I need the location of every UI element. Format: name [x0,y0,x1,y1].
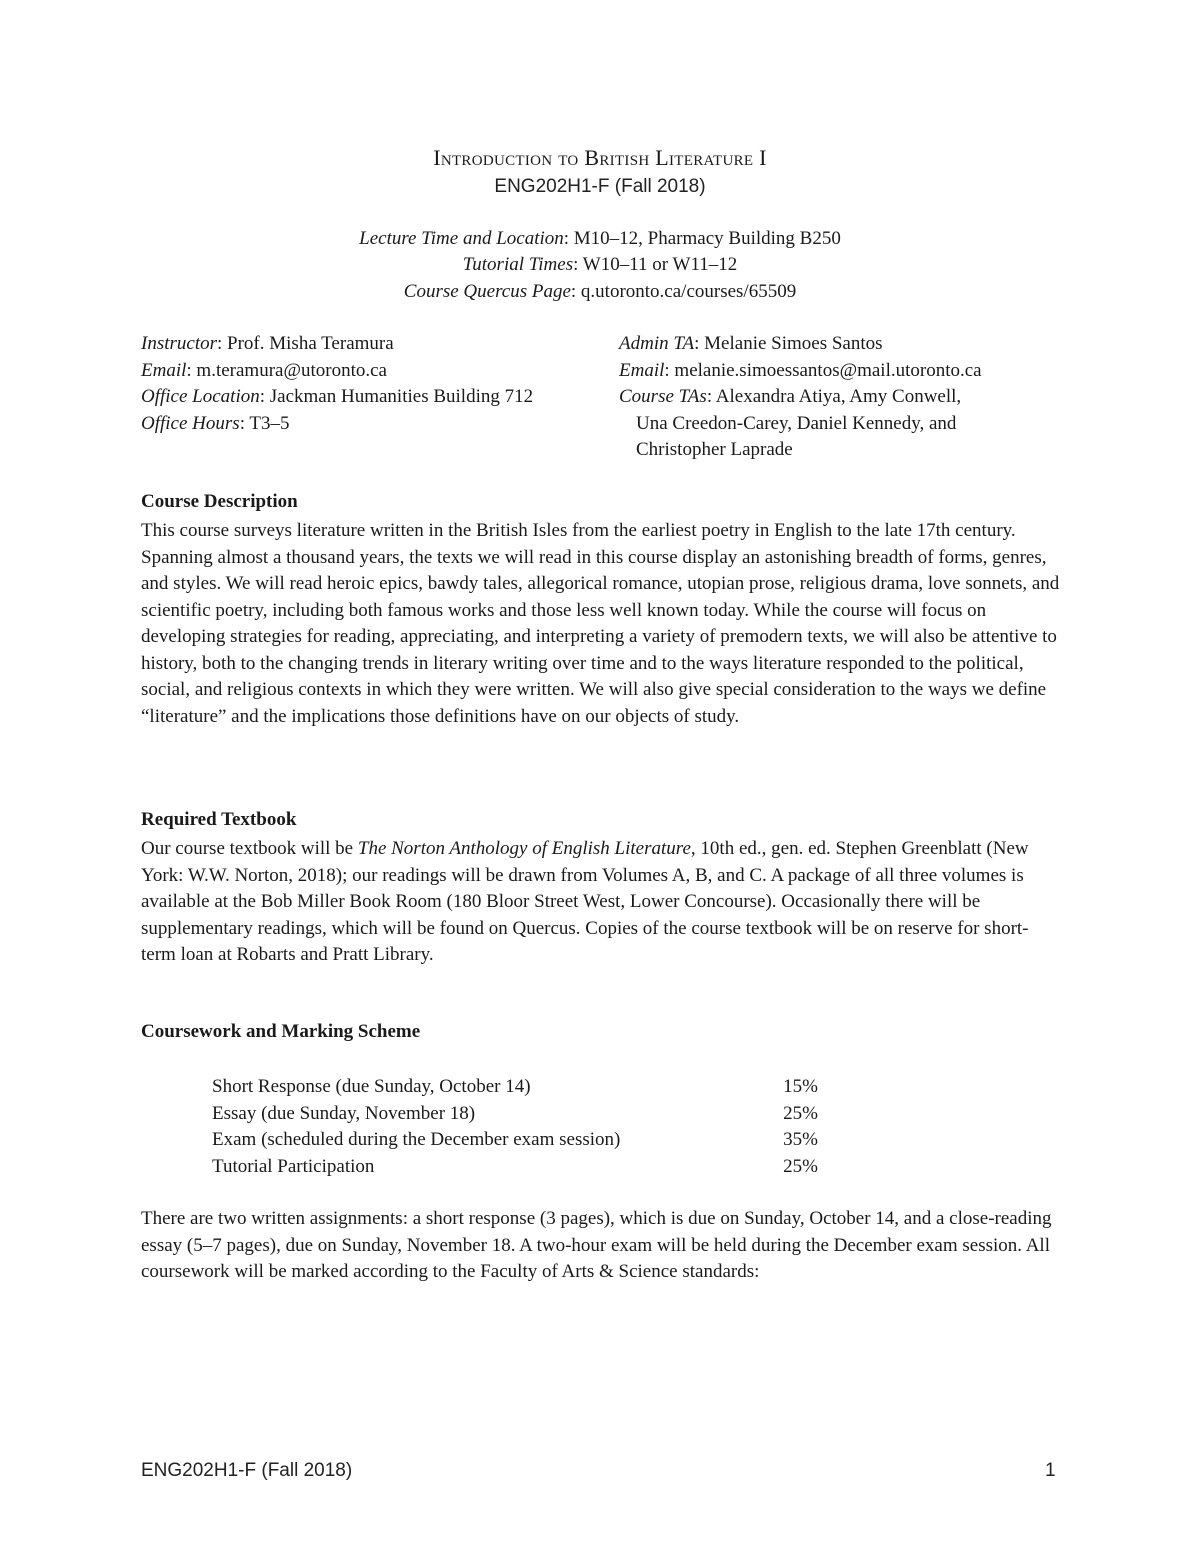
marking-scheme-table [212,1074,832,1180]
marking-item: Short Response (due Sunday, October 14) [212,1076,531,1097]
ta-email-value: : melanie.simoessantos@mail.utoronto.ca [664,359,982,381]
marking-scheme-heading: Coursework and Marking Scheme [141,1021,421,1042]
admin-ta-label: Admin TA [619,333,695,354]
quercus-value: : q.utoronto.ca/courses/65509 [570,281,797,302]
tutorial-label: Tutorial Times [462,254,574,275]
course-tas-line-2: Una Creedon-Carey, Daniel Kennedy, and [636,412,957,434]
marking-item: Exam (scheduled during the December exam session) [212,1129,621,1150]
required-textbook-heading: Required Textbook [141,809,297,830]
course-description-body: This course surveys literature written in the British Isles from the earliest poetry in English to the late 17th century. Spanning almost a thousand years, the texts we will read in this course display an astonishing breadth of forms, genres, and styles. We will read heroic epics, bawdy tales, allegorical romance, utopian prose, religious drama, love sonnets, and scientific poetry, including both famous works and those less well known today. While the course will focus on developing strategies for reading, appreciating, and interpreting a variety of premodern texts, we will also be attentive to history, both to the changing trends in literary writing over time and to the ways literature responded to the political, social, and religious contexts in which they were written. We will also give special consideration to the ways we define “literature” and the implications those definitions have on our objects of study. [141,520,1060,727]
ta-block [619,331,1069,464]
required-textbook-body [141,836,1061,969]
marking-weight: 25% [783,1102,818,1124]
marking-row [212,1074,818,1101]
office-hours-line [141,411,611,438]
course-code: ENG202H1-F (Fall 2018) [494,176,706,197]
admin-ta-line [619,331,1069,358]
quercus-line [0,279,1200,305]
lecture-line [0,226,1200,252]
marking-row [212,1127,818,1154]
office-location-value: : Jackman Humanities Building 712 [259,386,534,407]
tutorial-line [0,252,1200,278]
textbook-title: The Norton Anthology of English Literature [357,838,691,859]
instructor-line [141,331,611,358]
instructor-email-line [141,358,611,385]
office-hours-value: : T3–5 [239,412,290,434]
instructor-label: Instructor [141,333,217,354]
admin-ta-value: : Melanie Simoes Santos [694,333,883,354]
textbook-body-pre: Our course textbook will be [141,838,358,859]
textbook-body-post: , 10th ed., gen. ed. Stephen Greenblatt (New York: W.W. Norton, 2018); our readings will be drawn from Volumes A, B, and C. A package of all three volumes is available at the Bob Miller Book Room (180 Bloor Street West, Lower Concourse). Occasionally there will be supplementary readings, which will be found on Quercus. Copies of the course textbook will be on reserve for short-term loan at Robarts and Pratt Library. [141,838,1029,965]
page-number: 1 [1045,1460,1056,1481]
marking-weight: 35% [783,1129,818,1150]
office-hours-label: Office Hours [141,412,240,434]
course-tas-line-3: Christopher Laprade [636,439,793,460]
course-description-heading: Course Description [141,491,298,512]
course-tas-label: Course TAs [619,386,707,407]
office-location-line [141,384,611,411]
marking-item: Essay (due Sunday, November 18) [212,1102,476,1124]
course-tas-value: : Alexandra Atiya, Amy Conwell, [706,386,962,407]
page-title: Introduction to British Literature I [433,145,767,170]
instructor-email-label: Email [141,359,187,381]
course-tas-line [619,384,1069,411]
marking-row [212,1154,818,1181]
marking-scheme-body: There are two written assignments: a short response (3 pages), which is due on Sunday, October 14, and a close-reading essay (5–7 pages), due on Sunday, November 18. A two-hour exam will be held during the December exam session. All coursework will be marked according to the Faculty of Arts & Science standards: [141,1208,1052,1282]
footer-course-code: ENG202H1-F (Fall 2018) [141,1460,353,1481]
instructor-block [141,331,611,437]
instructor-email-value: : m.teramura@utoronto.ca [186,359,387,381]
tutorial-value: : W10–11 or W11–12 [573,254,738,275]
lecture-value: : M10–12, Pharmacy Building B250 [563,228,841,249]
lecture-label: Lecture Time and Location [359,228,564,249]
marking-weight: 15% [783,1076,818,1097]
ta-email-line [619,358,1069,385]
instructor-value: : Prof. Misha Teramura [217,333,394,354]
ta-email-label: Email [619,359,665,381]
marking-row [212,1101,818,1128]
quercus-label: Course Quercus Page [403,281,571,302]
marking-weight: 25% [783,1155,818,1177]
marking-item: Tutorial Participation [212,1155,375,1177]
office-location-label: Office Location [141,386,260,407]
